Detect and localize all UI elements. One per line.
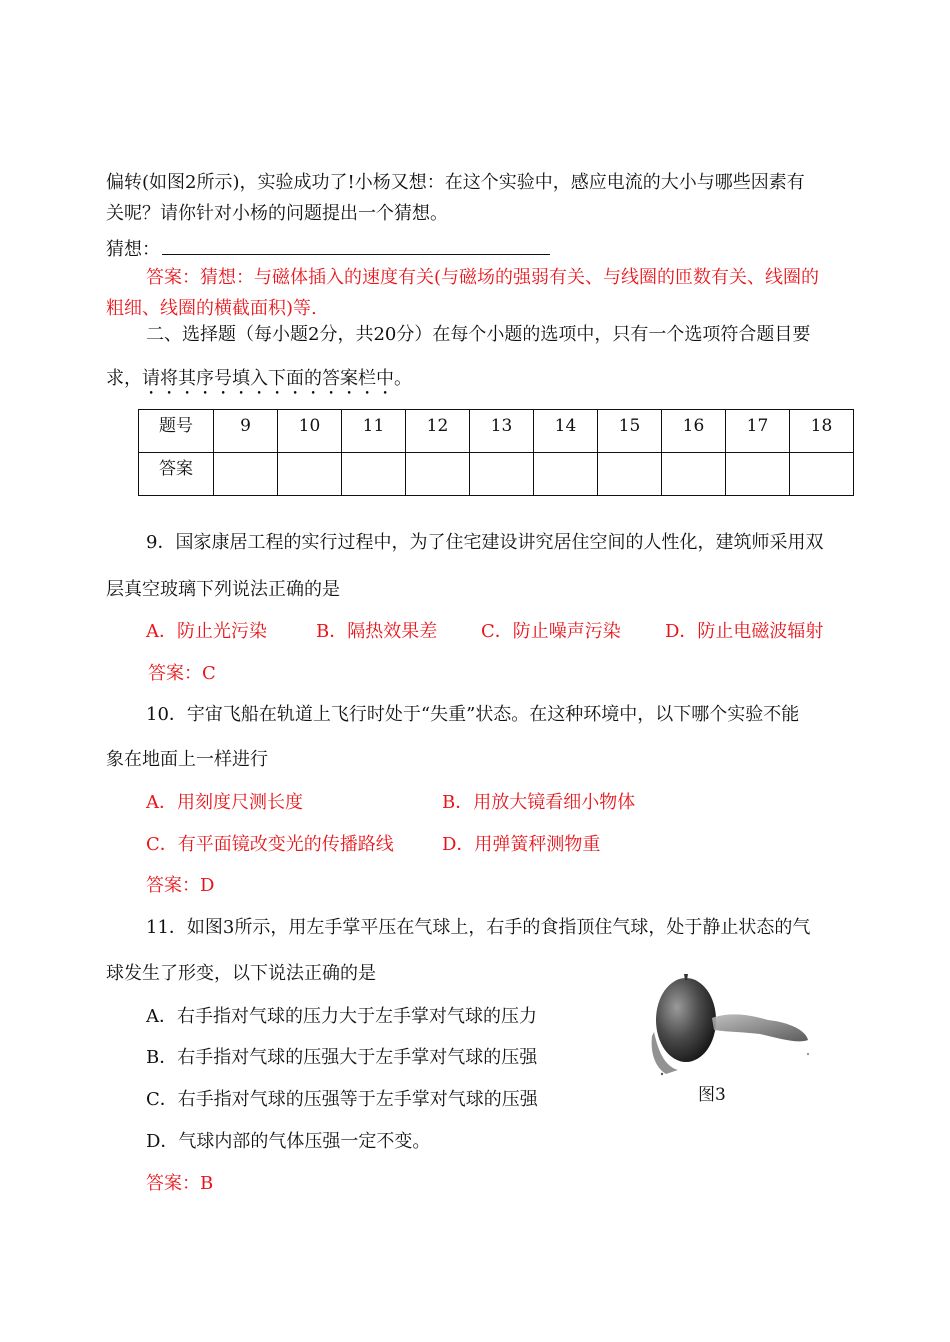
guess-answer-line-2: 粗细、线圈的横截面积)等.: [106, 298, 317, 319]
q11-stem-line-1: 11．如图3所示，用左手掌平压在气球上，右手的食指顶住气球，处于静止状态的气: [146, 917, 811, 938]
q11-stem-line-2: 球发生了形变，以下说法正确的是: [106, 963, 376, 984]
balloon-shape: [656, 978, 716, 1062]
answer-cell[interactable]: [214, 453, 278, 496]
answer-cell[interactable]: [662, 453, 726, 496]
answer-cell[interactable]: [470, 453, 534, 496]
question-number-cell: 11: [342, 410, 406, 453]
q9-stem-line-1: 9．国家康居工程的实行过程中，为了住宅建设讲究居住空间的人性化，建筑师采用双: [146, 532, 824, 553]
answer-cell[interactable]: [790, 453, 854, 496]
answer-cell[interactable]: [598, 453, 662, 496]
right-hand-finger: [712, 1014, 808, 1041]
answer-cell[interactable]: [342, 453, 406, 496]
q10-option-b: B．用放大镜看细小物体: [442, 792, 636, 813]
answer-cell[interactable]: [406, 453, 470, 496]
q10-option-c: C．有平面镜改变光的传播路线: [146, 834, 394, 855]
continuation-line-1: 偏转(如图2所示)，实验成功了!小杨又想：在这个实验中，感应电流的大小与哪些因素有: [106, 172, 805, 193]
q11-option-b: B．右手指对气球的压强大于左手掌对气球的压强: [146, 1047, 538, 1068]
answer-table-header-row: [139, 410, 854, 453]
question-number-cell: 17: [726, 410, 790, 453]
question-number-cell: 13: [470, 410, 534, 453]
question-number-cell: 16: [662, 410, 726, 453]
guess-answer-blank[interactable]: [162, 234, 550, 255]
q10-option-d: D．用弹簧秤测物重: [442, 834, 601, 855]
section2-heading-line-1: 二、选择题（每小题2分，共20分）在每个小题的选项中，只有一个选项符合题目要: [146, 324, 811, 345]
q10-option-a: A．用刻度尺测长度: [146, 792, 303, 813]
continuation-line-2: 关呢？请你针对小杨的问题提出一个猜想。: [106, 203, 448, 224]
section2-heading-emphasis: 请将其序号填入下面的答案栏中: [142, 368, 394, 389]
section2-heading-suffix: 。: [394, 368, 412, 389]
guess-label: 猜想：: [106, 239, 160, 260]
q10-stem-line-2: 象在地面上一样进行: [106, 749, 268, 770]
q11-answer: 答案：B: [146, 1173, 214, 1194]
guess-row: [106, 234, 550, 262]
answer-label: 答案: [139, 453, 214, 496]
guess-answer-line-1: 答案：猜想：与磁体插入的速度有关(与磁场的强弱有关、与线圈的匝数有关、线圈的: [146, 267, 820, 288]
answer-table: [138, 409, 854, 496]
q11-option-c: C．右手指对气球的压强等于左手掌对气球的压强: [146, 1089, 538, 1110]
question-number-cell: 12: [406, 410, 470, 453]
figure-caption: 图3: [698, 1085, 726, 1105]
answer-table-answer-row: [139, 453, 854, 496]
question-number-cell: 9: [214, 410, 278, 453]
q10-answer: 答案：D: [146, 875, 215, 896]
answer-cell[interactable]: [726, 453, 790, 496]
section2-heading-line-2: [106, 367, 412, 399]
question-number-cell: 18: [790, 410, 854, 453]
question-number-cell: 14: [534, 410, 598, 453]
q9-option-b: B．隔热效果差: [316, 621, 438, 642]
question-number-label: 题号: [139, 410, 214, 453]
answer-cell[interactable]: [534, 453, 598, 496]
balloon-figure: [648, 970, 814, 1078]
answer-cell[interactable]: [278, 453, 342, 496]
q9-option-a: A．防止光污染: [146, 621, 267, 642]
q9-option-d: D．防止电磁波辐射: [665, 621, 824, 642]
question-number-cell: 15: [598, 410, 662, 453]
q9-answer: 答案：C: [148, 663, 216, 684]
q11-option-d: D．气球内部的气体压强一定不变。: [146, 1131, 431, 1152]
q11-option-a: A．右手指对气球的压力大于左手掌对气球的压力: [146, 1006, 537, 1027]
q9-option-c: C．防止噪声污染: [481, 621, 621, 642]
q10-stem-line-1: 10．宇宙飞船在轨道上飞行时处于“失重”状态。在这种环境中，以下哪个实验不能: [146, 704, 800, 725]
section2-heading-prefix: 求，: [106, 368, 142, 389]
question-number-cell: 10: [278, 410, 342, 453]
q9-stem-line-2: 层真空玻璃下列说法正确的是: [106, 579, 340, 600]
